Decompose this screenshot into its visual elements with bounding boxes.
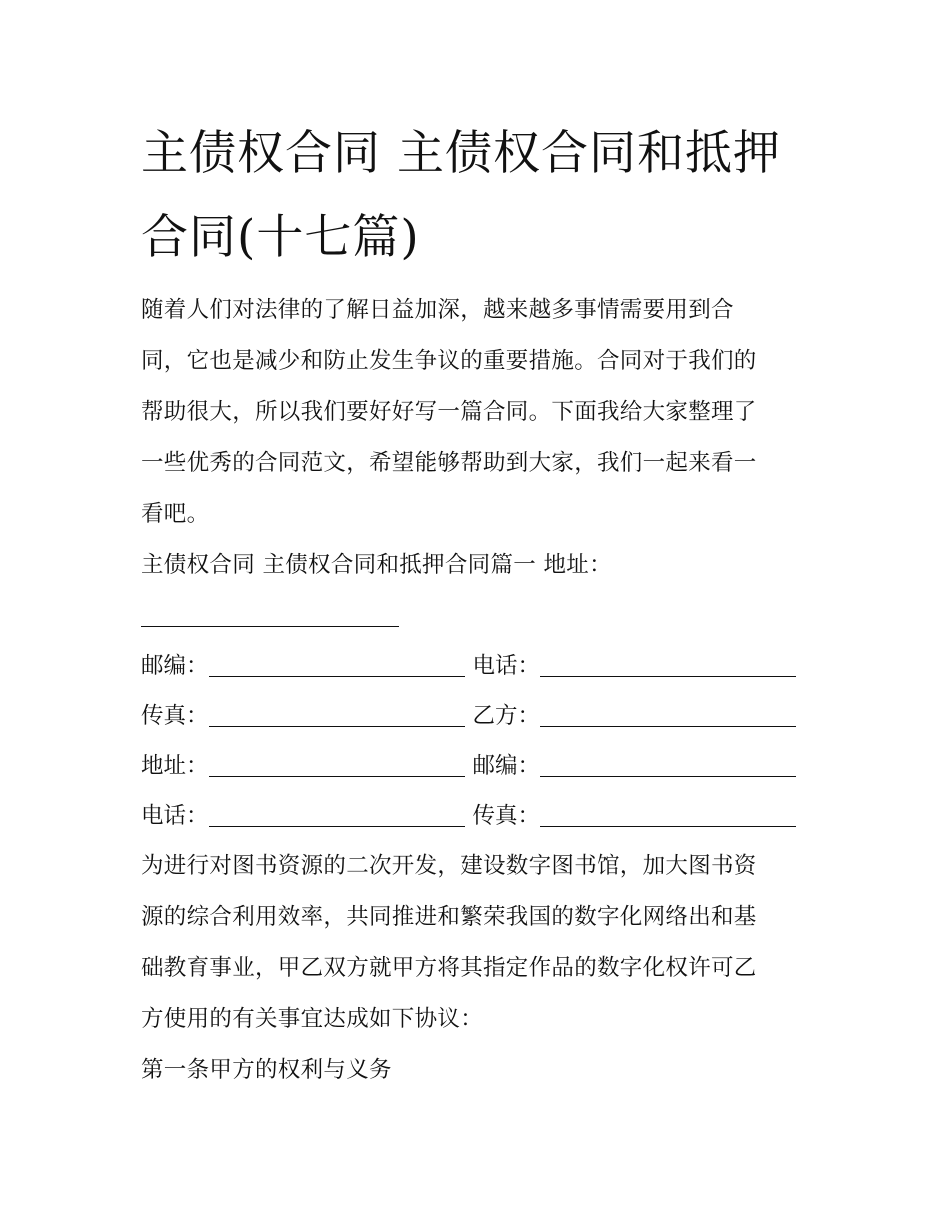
field-blank[interactable] xyxy=(209,756,465,777)
field-label: 地址： xyxy=(141,753,209,779)
body-paragraph xyxy=(141,841,813,1045)
section-heading: 主债权合同 主债权合同和抵押合同篇一 地址： xyxy=(141,552,612,578)
field-blank[interactable] xyxy=(540,656,796,677)
title-line-1: 主债权合同 主债权合同和抵押 xyxy=(141,126,781,181)
field-blank[interactable] xyxy=(540,756,796,777)
body-line: 方使用的有关事宜达成如下协议： xyxy=(141,1006,484,1032)
field-label: 电话： xyxy=(141,803,209,829)
field-row xyxy=(141,741,813,791)
document-title xyxy=(141,112,813,280)
intro-line: 看吧。 xyxy=(141,501,210,527)
intro-paragraph xyxy=(141,285,813,540)
field-blank[interactable] xyxy=(209,706,465,727)
field-blank[interactable] xyxy=(540,806,796,827)
title-line-2: 合同(十七篇) xyxy=(141,210,420,265)
field-right xyxy=(473,791,797,841)
field-left xyxy=(141,791,465,841)
field-blank[interactable] xyxy=(540,706,796,727)
field-label: 电话： xyxy=(472,653,541,679)
field-blank[interactable] xyxy=(209,806,465,827)
intro-line: 一些优秀的合同范文，希望能够帮助到大家，我们一起来看一 xyxy=(141,450,757,476)
intro-line: 随着人们对法律的了解日益加深，越来越多事情需要用到合 xyxy=(141,297,734,323)
field-label: 传真： xyxy=(472,803,541,829)
field-left xyxy=(141,741,465,791)
address-blank-line xyxy=(141,591,813,641)
field-row xyxy=(141,641,813,691)
body-line: 源的综合利用效率，共同推进和繁荣我国的数字化网络出和基 xyxy=(141,904,757,930)
intro-line: 同，它也是减少和防止发生争议的重要措施。合同对于我们的 xyxy=(141,348,757,374)
field-label: 邮编： xyxy=(141,653,209,679)
field-blank[interactable] xyxy=(209,656,465,677)
field-right xyxy=(473,641,797,691)
intro-line: 帮助很大，所以我们要好好写一篇合同。下面我给大家整理了 xyxy=(141,399,757,425)
field-label: 传真： xyxy=(141,703,209,729)
article-heading: 第一条甲方的权利与义务 xyxy=(141,1057,392,1083)
body-line: 为进行对图书资源的二次开发，建设数字图书馆，加大图书资 xyxy=(141,853,757,879)
body-line: 础教育事业，甲乙双方就甲方将其指定作品的数字化权许可乙 xyxy=(141,955,757,981)
document-page xyxy=(141,112,813,1096)
address-blank[interactable] xyxy=(141,606,399,627)
field-left xyxy=(141,691,465,741)
field-left xyxy=(141,641,465,691)
field-row xyxy=(141,691,813,741)
field-row xyxy=(141,791,813,841)
field-right xyxy=(473,691,797,741)
field-label: 乙方： xyxy=(472,703,541,729)
field-right xyxy=(473,741,797,791)
field-label: 邮编： xyxy=(472,753,541,779)
